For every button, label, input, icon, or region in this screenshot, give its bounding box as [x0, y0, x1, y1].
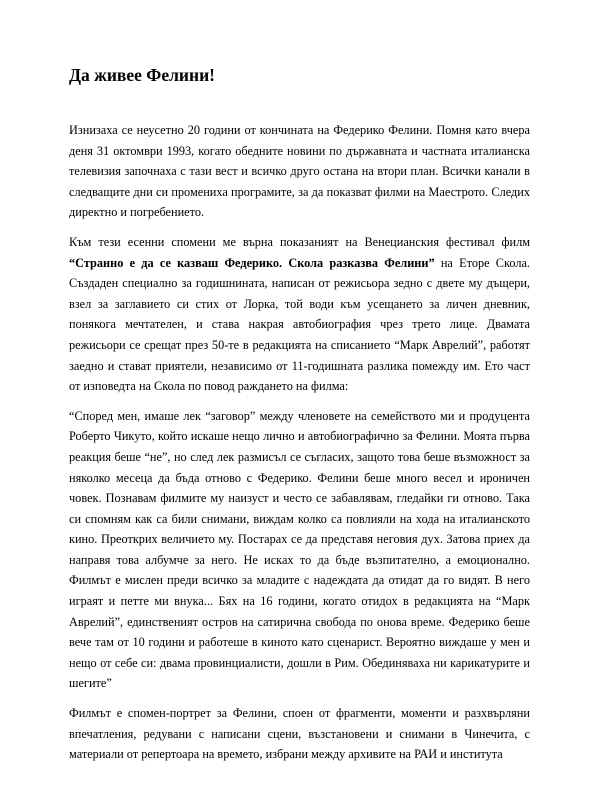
page-title: Да живее Фелини! — [69, 65, 215, 85]
paragraph-1: Изнизаха се неусетно 20 години от кончината на Федерико Фелини. Помня като вчера деня 31 октомври 1993, когато обедните новини по държавната и частната италианска телевизия започнаха с тази вест и всичко друго остана на втори план. Всички канали в следващите дни си промениха програмите, за да показват филми на Маестрото. Следих директно и погребението. — [69, 123, 530, 220]
paragraph-2 — [69, 232, 530, 397]
film-title: “Странно е да се казваш Федерико. Скола разказва Фелини” — [69, 255, 435, 270]
paragraph-2-rest: на Еторе Скола. Създаден специално за годишнината, написан от режисьора зедно с двете му дъщери, взел за заглавието си стих от Лорка, той води към усещането за личен дневник, понякога мечтателен, и става накрая автобиография чрез трето лице. Двамата режисьори се срещат през 50-те в редакцията на списанието “Марк Аврелий”, работят заедно и стават приятели, независимо от 11-годишната разлика помежду им. Ето част от изповедта на Скола по повод раждането на филма: — [69, 255, 530, 394]
paragraph-2-intro: Към тези есенни спомени ме върна показаният на Венецианския фестивал филм — [69, 234, 530, 249]
article-body — [69, 120, 530, 774]
paragraph-3-quote: “Според мен, имаше лек “заговор” между членовете на семейството ми и продуцента Роберто Чикуто, който искаше нещо лично и автобиографично за Фелини. Моята първа реакция беше “не”, но след лек размисъл се съгласих, защото това беше възможност за няколко месеца да бъда отново с Федерико. Фелини беше много весел и ироничен човек. Познавам филмите му наизуст и често се забавлявам, гледайки ги отново. Така си спомням как са били снимани, виждам колко са повлияли на хода на италианското кино. Преоткрих величието му. Постарах се да представя неговия дух. Затова приех да направя това албумче за него. Не исках то да бъде възпитателно, а емоционално. Филмът е мислен преди всичко за младите с надеждата да отидат да го видят. В него играят и петте ми внука... Бях на 16 години, когато отидох в редакцията на “Марк Аврелий”, единственият остров на сатирична свобода по онова време. Федерико беше вече там от 10 години и работеше в киното като сценарист. Вероятно виждаше у мен и нещо от себе си: двама провинциалисти, дошли в Рим. Обединяваха ни карикатурите и шегите” — [69, 408, 530, 691]
paragraph-4: Филмът е спомен-портрет за Фелини, споен от фрагменти, моменти и разхвърляни впечатления, редувани с написани сцени, възстановени и снимани в Чинечита, с материали от репертоара на времето, избрани между архивите на РАИ и института — [69, 706, 530, 762]
